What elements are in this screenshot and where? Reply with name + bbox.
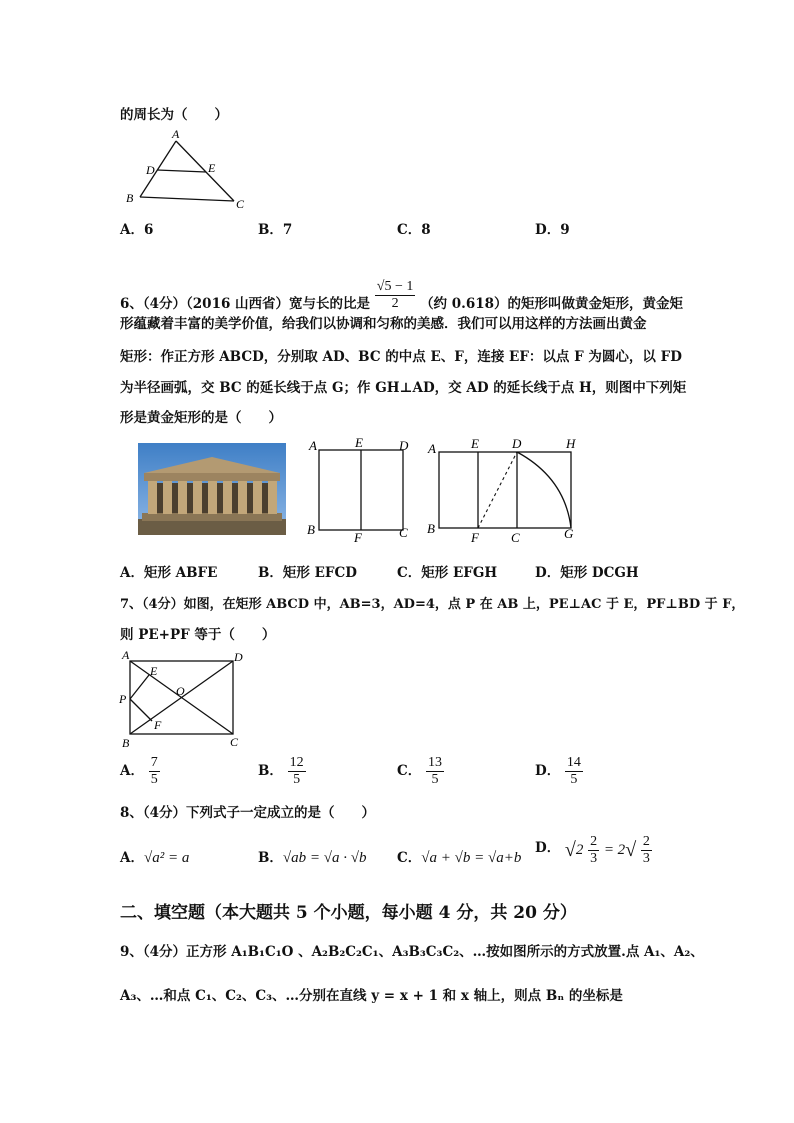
q6-prefix: 6、（4分）（2016 山西省）宽与长的比是 xyxy=(120,296,371,312)
q6-line2: 形蕴藏着丰富的美学价值，给我们以协调和匀称的美感．我们可以用这样的方法画出黄金 xyxy=(120,316,647,332)
q7-line1: 7、（4分）如图，在矩形 ABCD 中，AB=3，AD=4，点 P 在 AB 上，PE⊥AC 于 E，PF⊥BD 于 F， xyxy=(120,597,745,612)
q6-fig2-label-F: F xyxy=(471,530,479,545)
q7-label-F: F xyxy=(154,718,162,732)
q5-option-b: B．7 xyxy=(258,222,293,238)
q8-option-d: D． √2 $\frac{2}{3}$ = 2√ $\frac{2}{3}$ xyxy=(535,834,650,866)
q6-option-a: A．矩形 ABFE xyxy=(120,565,218,581)
q8-option-b: B．√ab = √a · √b xyxy=(258,850,367,866)
q6-line4: 为半径画弧，交 BC 的延长线于点 G；作 GH⊥AD，交 AD 的延长线于点 H，则图中下列矩 xyxy=(120,380,687,396)
q5-label-A: A xyxy=(172,127,180,141)
q7-rectangle-figure xyxy=(116,647,256,751)
q5-label-D: D xyxy=(146,163,155,177)
q7-label-E: E xyxy=(150,664,158,678)
q6-fig2-label-E: E xyxy=(471,436,479,451)
q8-option-a: A．√a² = a xyxy=(120,850,190,866)
q5-label-C: C xyxy=(236,197,245,211)
q5-label-B: B xyxy=(126,191,134,205)
q6-square-figure xyxy=(305,436,417,542)
q7-label-B: B xyxy=(122,736,130,750)
q5-stem-tail: 的周长为（ ） xyxy=(120,107,228,123)
q6-fig1-label-A: A xyxy=(309,438,317,453)
q6-option-b: B．矩形 EFCD xyxy=(258,565,357,581)
q6-fig1-label-B: B xyxy=(307,522,315,537)
q7-label-D: D xyxy=(234,650,243,664)
q8-option-c: C．√a + √b = √a+b xyxy=(397,850,522,866)
q6-fig1-label-D: D xyxy=(399,438,409,453)
q6-fig2-label-D: D xyxy=(512,436,522,451)
q6-golden-rectangle-figure xyxy=(425,436,585,546)
q6-option-d: D．矩形 DCGH xyxy=(535,565,639,581)
q6-line1 xyxy=(120,279,684,312)
sqrt-sign-icon: √ xyxy=(564,839,576,861)
q7-label-P: P xyxy=(119,692,127,706)
q6-fig2-label-A: A xyxy=(428,441,436,456)
q5-option-c: C．8 xyxy=(397,222,431,238)
q9-line2: A₃、…和点 C₁、C₂、C₃、…分别在直线 y = x + 1 和 x 轴上，则点 Bₙ 的坐标是 xyxy=(120,988,623,1004)
q6-fig1-label-C: C xyxy=(399,525,408,540)
parthenon-photo xyxy=(138,443,286,535)
section-2-heading: 二、填空题（本大题共 5 个小题，每小题 4 分，共 20 分） xyxy=(120,903,577,923)
q6-golden-ratio-fraction xyxy=(375,279,416,312)
q6-frac-den: 2 xyxy=(391,296,399,311)
q7-label-O: O xyxy=(176,684,185,698)
q7-option-b: B． $\frac{12}{5}$ xyxy=(258,755,304,787)
q7-option-a: A． $\frac{7}{5}$ xyxy=(120,755,158,787)
q6-fig1-label-F: F xyxy=(354,530,362,542)
q6-fig2-label-B: B xyxy=(427,521,435,536)
q6-line3: 矩形：作正方形 ABCD，分别取 AD、BC 的中点 E、F，连接 EF：以点 F 为圆心，以 FD xyxy=(120,349,682,365)
q7-line2: 则 PE+PF 等于（ ） xyxy=(120,627,276,643)
q6-fig2-label-G: G xyxy=(564,526,574,541)
q6-line5: 形是黄金矩形的是（ ） xyxy=(120,410,282,426)
q6-option-c: C．矩形 EFGH xyxy=(397,565,498,581)
q8-stem: 8、（4分）下列式子一定成立的是（ ） xyxy=(120,805,376,821)
q6-line1-rest: （约 0.618）的矩形叫做黄金矩形，黄金矩 xyxy=(420,296,684,312)
q6-frac-num: √5 − 1 xyxy=(376,279,414,294)
q6-fig2-label-H: H xyxy=(566,436,576,451)
q7-option-d: D． $\frac{14}{5}$ xyxy=(535,755,581,787)
q7-label-A: A xyxy=(122,648,130,662)
q5-triangle-figure xyxy=(118,126,248,212)
q7-option-c: C． $\frac{13}{5}$ xyxy=(397,755,442,787)
q6-fig2-label-C: C xyxy=(511,530,520,545)
sqrt-sign-icon-2: √ xyxy=(625,839,637,861)
q6-fig1-label-E: E xyxy=(355,436,363,450)
q5-option-a: A．6 xyxy=(120,222,154,238)
q7-label-C: C xyxy=(230,735,239,749)
q5-label-E: E xyxy=(208,161,216,175)
q9-line1: 9、（4分）正方形 A₁B₁C₁O 、A₂B₂C₂C₁、A₃B₃C₃C₂、…按如图所示的方式放置.点 A₁、A₂、 xyxy=(120,944,704,960)
q5-option-d: D．9 xyxy=(535,222,570,238)
